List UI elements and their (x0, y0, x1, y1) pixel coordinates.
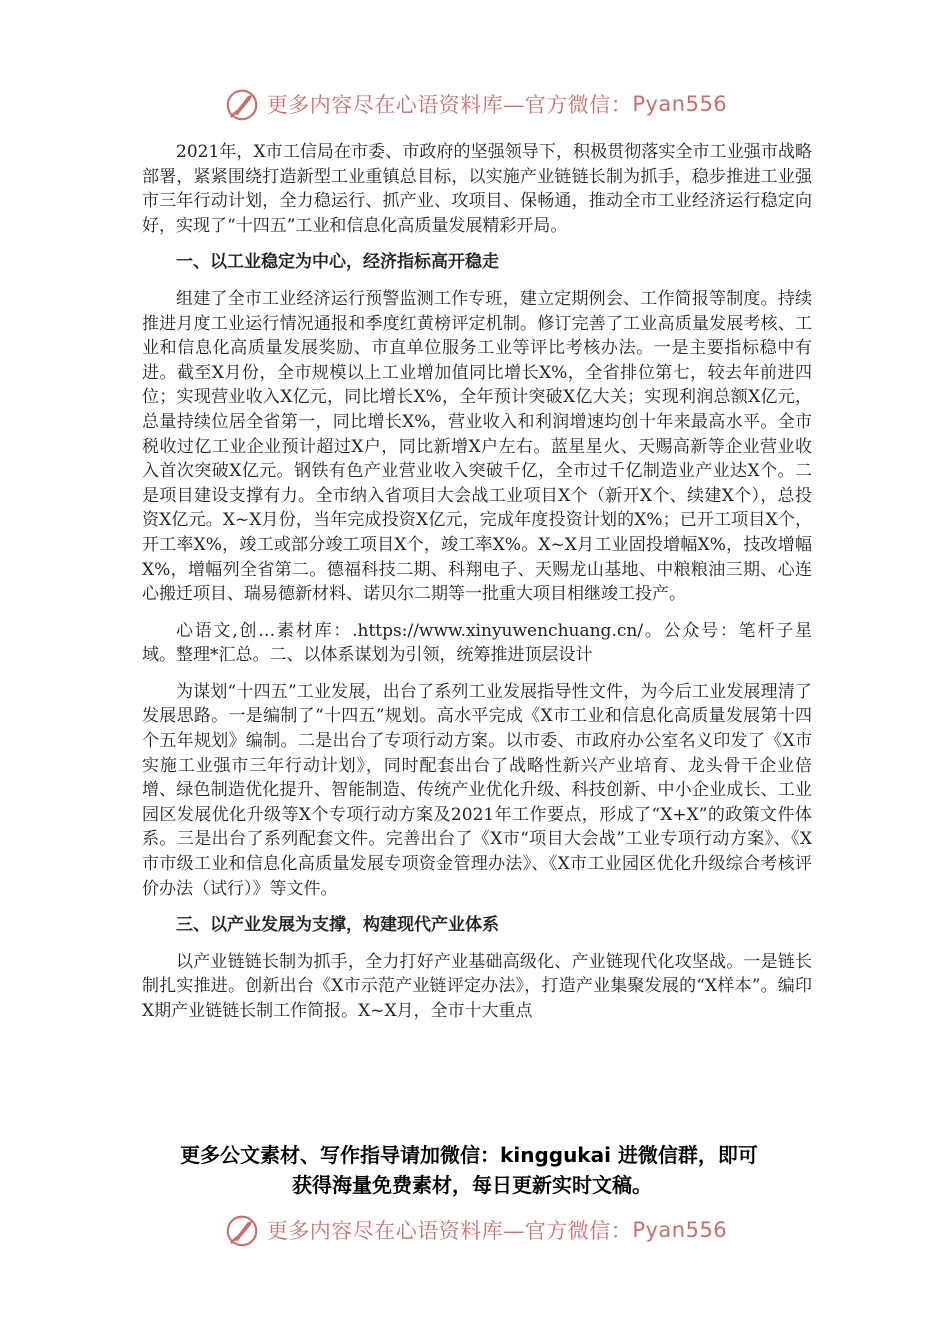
section3-heading: 三、以产业发展为支撑，构建现代产业体系 (176, 915, 499, 936)
watermark-paragraph: 心语文,创…素材库：.https://www.xinyuwenchuang.cn/。公众号：笔杆子星域。整理*汇总。二、以体系谋划为引领，统筹推进顶层设计 (142, 620, 812, 666)
pen-nib-logo-icon (223, 85, 261, 123)
banner-handle: Pyan556 (632, 1218, 728, 1242)
promo-line-1: 更多公文素材、写作指导请加微信：kinggukai 进微信群，即可 (180, 1143, 758, 1167)
banner-text: 更多内容尽在心语资料库—官方微信： (266, 1219, 633, 1243)
promo-notice (0, 1140, 950, 1200)
bottom-banner (0, 1210, 950, 1250)
intro-paragraph: 2021年，X市工信局在市委、市政府的坚强领导下，积极贯彻落实全市工业强市战略部署，紧紧围绕打造新型工业重镇总目标，以实施产业链链长制为抓手，稳步推进工业强市三年行动计划，全力稳运行、抓产业、攻项目、保畅通，推动全市工业经济运行稳定向好，实现了“十四五”工业和信息化高质量发展精彩开局。 (142, 142, 812, 236)
article-body (142, 140, 812, 1036)
banner-handle: Pyan556 (632, 92, 728, 116)
top-banner (0, 84, 950, 124)
section2-paragraph: 为谋划“十四五”工业发展，出台了系列工业发展指导性文件，为今后工业发展理清了发展思路。一是编制了“十四五”规划。高水平完成《X市工业和信息化高质量发展第十四个五年规划》编制。二是出台了专项行动方案。以市委、市政府办公室名义印发了《X市实施工业强市三年行动计划》，同时配套出台了战略性新兴产业培育、龙头骨干企业倍增、绿色制造优化提升、智能制造、传统产业优化升级、科技创新、中小企业成长、工业园区发展优化升级等X个专项行动方案及2021年工作要点，形成了“X+X”的政策文件体系。三是出台了系列配套文件。完善出台了《X市“项目大会战”工业专项行动方案》、《X市市级工业和信息化高质量发展专项资金管理办法》、《X市工业园区优化升级综合考核评价办法（试行）》等文件。 (142, 681, 812, 899)
banner-text: 更多内容尽在心语资料库—官方微信： (266, 93, 633, 117)
section1-heading: 一、以工业稳定为中心，经济指标高开稳走 (176, 252, 499, 273)
promo-line-2: 获得海量免费素材，每日更新实时文稿。 (292, 1173, 652, 1197)
pen-nib-logo-icon (223, 1211, 261, 1249)
section3-paragraph: 以产业链链长制为抓手，全力打好产业基础高级化、产业链现代化攻坚战。一是链长制扎实推进。创新出台《X市示范产业链评定办法》，打造产业集聚发展的“X样本”。编印X期产业链链长制工作简报。X~X月，全市十大重点 (142, 951, 812, 1021)
section1-paragraph: 组建了全市工业经济运行预警监测工作专班，建立定期例会、工作简报等制度。持续推进月度工业运行情况通报和季度红黄榜评定机制。修订完善了工业高质量发展考核、工业和信息化高质量发展奖励、市直单位服务工业等评比考核办法。一是主要指标稳中有进。截至X月份，全市规模以上工业增加值同比增长X%，全省排位第七，较去年前进四位；实现营业收入X亿元，同比增长X%，全年预计突破X亿大关；实现利润总额X亿元，总量持续位居全省第一，同比增长X%，营业收入和利润增速均创十年来最高水平。全市税收过亿工业企业预计超过X户，同比新增X户左右。蓝星星火、天赐高新等企业营业收入首次突破X亿元。钢铁有色产业营业收入突破千亿，全市过千亿制造业产业达X个。二是项目建设支撑有力。全市纳入省项目大会战工业项目X个（新开X个、续建X个），总投资X亿元。X~X月份，当年完成投资X亿元，完成年度投资计划的X%；已开工项目X个，开工率X%，竣工或部分竣工项目X个，竣工率X%。X~X月工业固投增幅X%，技改增幅X%，增幅列全省第二。德福科技二期、科翔电子、天赐龙山基地、中粮粮油三期、心连心搬迁项目、瑞易德新材料、诺贝尔二期等一批重大项目相继竣工投产。 (142, 288, 812, 605)
